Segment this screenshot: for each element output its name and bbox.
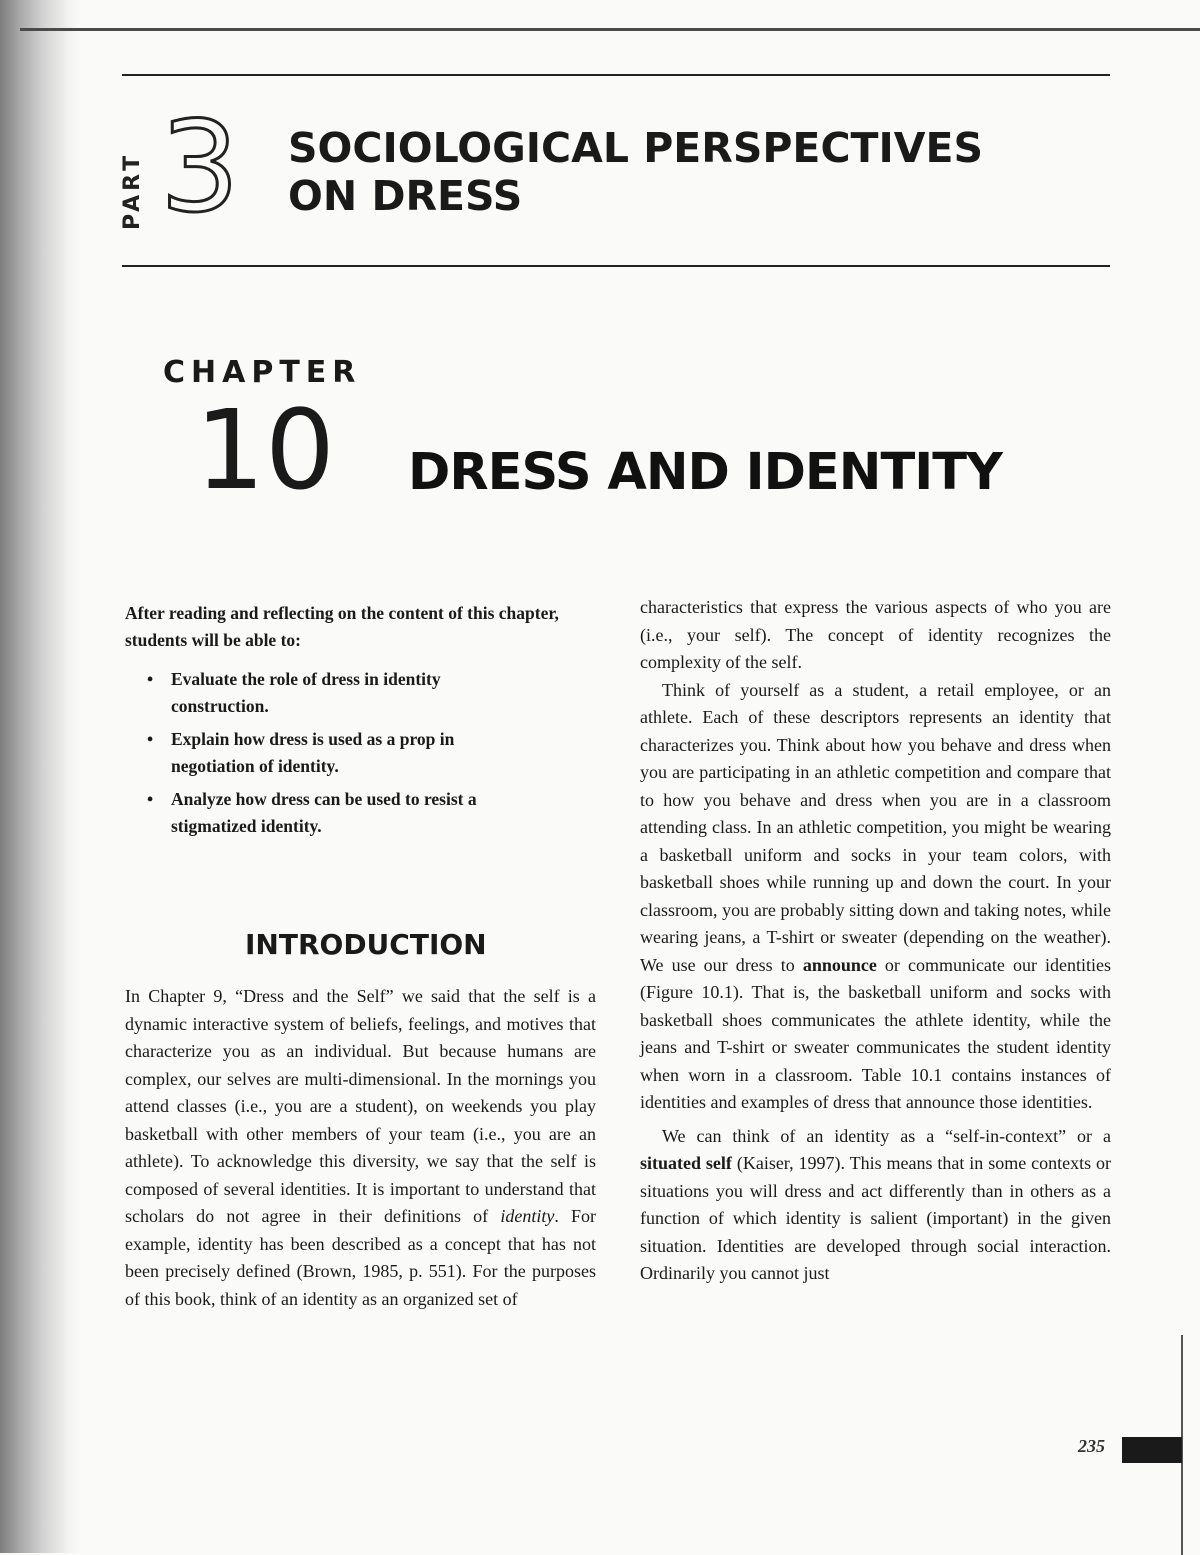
scan-shadow-edge xyxy=(0,0,80,1553)
identity-term: identity xyxy=(500,1206,555,1226)
part-number: 3 xyxy=(160,95,240,240)
chapter-label: CHAPTER xyxy=(163,355,362,390)
objective-text: Explain how dress is used as a prop in negotiation of identity. xyxy=(171,729,455,776)
intro-paragraph-2: Think of yourself as a student, a retail employee, or an athlete. Each of these descriptors represents an identity that characterizes you. Think about how you behave and dress when you are participating in an athletic competition and compare that to how you behave and dress when you are in a classroom attending class. In an athletic competition, you might be wearing a basketball uniform and socks in your team colors, with basketball shoes while running up and down the court. In your classroom, you are probably sitting down and taking notes, while wearing jeans, a T-shirt or sweater (depending on the weather). We use our dress to announce or communicate our identities (Figure 10.1). That is, the basketball uniform and socks with basketball shoes communicates the athlete identity, while the jeans and T-shirt or sweater communicates the student identity when worn in a classroom. Table 10.1 contains instances of identities and examples of dress that announce those identities. xyxy=(640,679,1112,1112)
objective-item xyxy=(125,786,541,840)
learning-objectives xyxy=(125,600,605,846)
part-label: PART xyxy=(120,151,145,230)
left-column-body xyxy=(125,983,596,1313)
intro-paragraph-1-continued: characteristics that express the various aspects of who you are (i.e., your self). The concept of identity recognizes the complexity of the self. xyxy=(640,597,1111,672)
introduction-heading: INTRODUCTION xyxy=(245,928,487,961)
part-title-line-1: SOCIOLOGICAL PERSPECTIVES xyxy=(288,124,984,172)
right-column-body xyxy=(640,594,1111,1288)
part-title-line-2: ON DRESS xyxy=(288,172,523,220)
objective-text: Evaluate the role of dress in identity construction. xyxy=(171,669,441,716)
bullet-icon: • xyxy=(147,789,154,809)
objective-text: Analyze how dress can be used to resist a stigmatized identity. xyxy=(171,789,477,836)
bullet-icon: • xyxy=(147,729,154,749)
announce-term: announce xyxy=(802,954,877,975)
objective-item xyxy=(125,726,541,780)
part-bottom-rule xyxy=(122,265,1110,267)
page-tab-marker xyxy=(1122,1437,1182,1463)
intro-paragraph-3: We can think of an identity as a “self-in-context” or a situated self (Kaiser, 1997). This means that in some contexts or situations you will dress and act differently than in others as a function of which identity is salient (important) in the given situation. Identities are developed through social interaction. Ordinarily you cannot just xyxy=(640,1125,1112,1283)
chapter-title: DRESS AND IDENTITY xyxy=(408,443,1002,502)
objectives-list xyxy=(125,666,605,840)
objective-item xyxy=(125,666,541,720)
part-title xyxy=(288,124,983,220)
objectives-intro: After reading and reflecting on the content of this chapter, students will be able to: xyxy=(125,603,559,650)
situated-self-term: situated self xyxy=(640,1153,732,1173)
intro-paragraph-1: In Chapter 9, “Dress and the Self” we said that the self is a dynamic interactive system of beliefs, feelings, and motives that characterize you as an individual. But because humans are complex, our selves are multi-dimensional. In the mornings you attend classes (i.e., you are a student), on weekends you play basketball with other members of your team (i.e., you are an athlete). To acknowledge this diversity, we say that the self is composed of several identities. It is important to understand that scholars do not agree in their definitions of identity. For example, identity has been described as a concept that has not been precisely defined (Brown, 1985, p. 551). For the purposes of this book, think of an identity as an organized set of xyxy=(125,986,596,1309)
bullet-icon: • xyxy=(147,669,154,689)
part-top-rule xyxy=(122,74,1110,76)
page-number: 235 xyxy=(1078,1436,1105,1456)
scan-top-border xyxy=(20,28,1200,31)
chapter-number: 10 xyxy=(195,386,335,514)
